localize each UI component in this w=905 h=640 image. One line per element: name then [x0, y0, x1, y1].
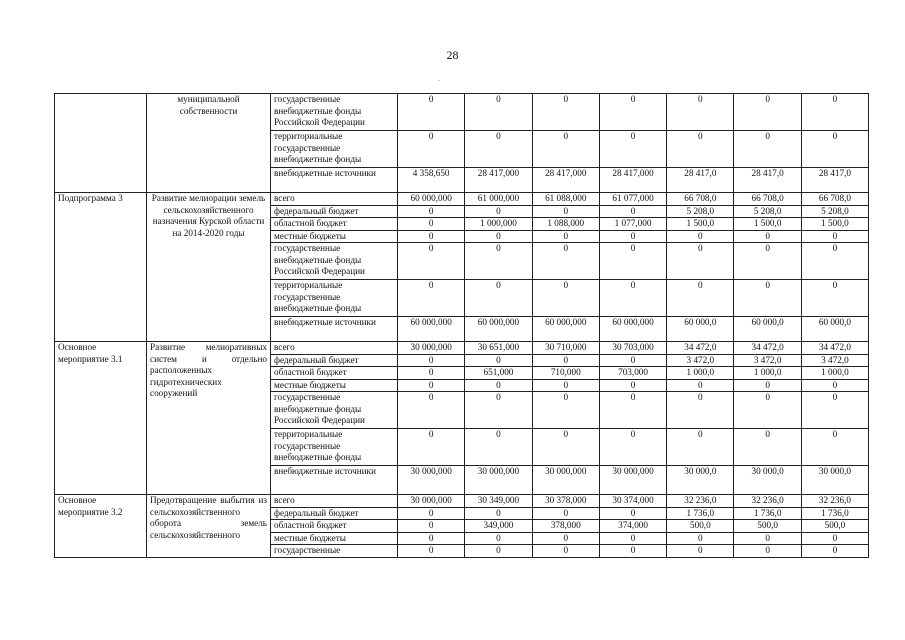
value-cell: 0: [734, 94, 801, 131]
value-cell: 0: [667, 545, 734, 558]
page-number: 28: [446, 48, 459, 62]
value-cell: 1 736,0: [801, 507, 868, 520]
value-cell: 0: [532, 205, 599, 218]
value-cell: 34 472,0: [667, 342, 734, 355]
value-cell: 61 000,000: [465, 193, 532, 206]
value-cell: 5 208,0: [734, 205, 801, 218]
value-cell: 0: [734, 230, 801, 243]
value-cell: 0: [734, 429, 801, 466]
value-cell: 1 000,0: [734, 367, 801, 380]
funding-source-cell: внебюджетные источники: [271, 466, 398, 495]
value-cell: 0: [667, 429, 734, 466]
value-cell: 30 000,000: [398, 495, 465, 508]
funding-source-cell: федеральный бюджет: [271, 354, 398, 367]
value-cell: 0: [398, 429, 465, 466]
value-cell: 0: [667, 280, 734, 317]
value-cell: 0: [465, 230, 532, 243]
value-cell: 651,000: [465, 367, 532, 380]
funding-source-cell: областной бюджет: [271, 367, 398, 380]
value-cell: 710,000: [532, 367, 599, 380]
value-cell: 60 000,0: [801, 317, 868, 342]
funding-source-cell: внебюджетные источники: [271, 168, 398, 193]
value-cell: 0: [465, 280, 532, 317]
value-cell: 500,0: [734, 520, 801, 533]
value-cell: 0: [532, 545, 599, 558]
value-cell: 4 358,650: [398, 168, 465, 193]
value-cell: 0: [398, 545, 465, 558]
value-cell: 0: [801, 243, 868, 280]
value-cell: 0: [801, 230, 868, 243]
value-cell: 0: [532, 532, 599, 545]
value-cell: 34 472,0: [801, 342, 868, 355]
value-cell: 0: [801, 280, 868, 317]
value-cell: 0: [465, 507, 532, 520]
value-cell: 0: [801, 392, 868, 429]
value-cell: 1 000,0: [801, 367, 868, 380]
program-type-cell: Основное мероприятие 3.1: [55, 342, 147, 495]
value-cell: 0: [734, 532, 801, 545]
value-cell: 60 000,0: [667, 317, 734, 342]
value-cell: 0: [465, 243, 532, 280]
value-cell: 3 472,0: [734, 354, 801, 367]
funding-source-cell: территориальные государственные внебюджетные фонды: [271, 131, 398, 168]
value-cell: 0: [801, 429, 868, 466]
value-cell: 0: [801, 379, 868, 392]
value-cell: 0: [532, 354, 599, 367]
value-cell: 32 236,0: [734, 495, 801, 508]
funding-source-cell: государственные внебюджетные фонды Российской Федерации: [271, 392, 398, 429]
value-cell: 60 000,000: [532, 317, 599, 342]
value-cell: 60 000,000: [599, 317, 666, 342]
value-cell: 61 088,000: [532, 193, 599, 206]
value-cell: 0: [734, 545, 801, 558]
value-cell: 0: [532, 392, 599, 429]
value-cell: 0: [532, 379, 599, 392]
value-cell: 1 500,0: [667, 218, 734, 231]
table-row: [55, 495, 869, 508]
value-cell: 0: [398, 205, 465, 218]
value-cell: 0: [465, 392, 532, 429]
value-cell: 1 077,000: [599, 218, 666, 231]
value-cell: 0: [599, 379, 666, 392]
value-cell: 28 417,000: [465, 168, 532, 193]
funding-source-cell: местные бюджеты: [271, 230, 398, 243]
funding-source-cell: государственные внебюджетные фонды Российской Федерации: [271, 94, 398, 131]
value-cell: 0: [801, 532, 868, 545]
program-type-cell: Подпрограмма 3: [55, 193, 147, 342]
value-cell: 0: [599, 205, 666, 218]
value-cell: 30 000,000: [465, 466, 532, 495]
value-cell: 0: [398, 379, 465, 392]
value-cell: 3 472,0: [667, 354, 734, 367]
table-row: [55, 94, 869, 131]
value-cell: 30 710,000: [532, 342, 599, 355]
value-cell: 0: [532, 243, 599, 280]
value-cell: 30 000,0: [667, 466, 734, 495]
value-cell: 30 374,000: [599, 495, 666, 508]
value-cell: 0: [532, 280, 599, 317]
value-cell: 0: [465, 379, 532, 392]
value-cell: 0: [801, 131, 868, 168]
value-cell: 30 000,000: [599, 466, 666, 495]
value-cell: 0: [599, 392, 666, 429]
value-cell: 0: [667, 243, 734, 280]
value-cell: 0: [801, 545, 868, 558]
value-cell: 0: [599, 532, 666, 545]
funding-source-cell: областной бюджет: [271, 218, 398, 231]
value-cell: 349,000: [465, 520, 532, 533]
value-cell: 0: [398, 218, 465, 231]
funding-source-cell: всего: [271, 193, 398, 206]
value-cell: 0: [398, 367, 465, 380]
value-cell: 60 000,000: [398, 317, 465, 342]
value-cell: 0: [398, 507, 465, 520]
value-cell: 0: [465, 354, 532, 367]
value-cell: 0: [465, 205, 532, 218]
value-cell: 28 417,000: [532, 168, 599, 193]
value-cell: 0: [599, 94, 666, 131]
value-cell: 60 000,0: [734, 317, 801, 342]
funding-source-cell: государственные внебюджетные фонды Российской Федерации: [271, 243, 398, 280]
program-name-cell: муниципальной собственности: [147, 94, 271, 193]
value-cell: 0: [599, 507, 666, 520]
value-cell: 30 651,000: [465, 342, 532, 355]
value-cell: 32 236,0: [801, 495, 868, 508]
funding-source-cell: всего: [271, 342, 398, 355]
value-cell: 28 417,0: [801, 168, 868, 193]
value-cell: 703,000: [599, 367, 666, 380]
value-cell: 1 736,0: [734, 507, 801, 520]
value-cell: 0: [667, 379, 734, 392]
table-row: [55, 342, 869, 355]
value-cell: 30 000,000: [532, 466, 599, 495]
budget-table-body: [55, 94, 869, 558]
value-cell: 30 000,0: [734, 466, 801, 495]
scan-mark: .: [438, 74, 440, 83]
value-cell: 0: [398, 94, 465, 131]
value-cell: 60 000,000: [465, 317, 532, 342]
program-name-cell: Развитие мелиорации земель сельскохозяйственного назначения Курской области на 2014-2020 годы: [147, 193, 271, 342]
value-cell: 0: [599, 230, 666, 243]
funding-source-cell: местные бюджеты: [271, 379, 398, 392]
funding-source-cell: территориальные государственные внебюджетные фонды: [271, 280, 398, 317]
value-cell: 0: [398, 532, 465, 545]
value-cell: 32 236,0: [667, 495, 734, 508]
value-cell: 30 703,000: [599, 342, 666, 355]
value-cell: 34 472,0: [734, 342, 801, 355]
value-cell: 0: [398, 354, 465, 367]
value-cell: 1 736,0: [667, 507, 734, 520]
value-cell: 5 208,0: [667, 205, 734, 218]
value-cell: 0: [667, 94, 734, 131]
value-cell: 0: [667, 131, 734, 168]
program-name-cell: Развитие мелиоративных систем и отдельно расположенных гидротехнических сооружений: [147, 342, 271, 495]
value-cell: 0: [734, 392, 801, 429]
value-cell: 30 349,000: [465, 495, 532, 508]
program-type-cell: [55, 94, 147, 193]
value-cell: 0: [465, 131, 532, 168]
value-cell: 0: [599, 354, 666, 367]
value-cell: 30 000,000: [398, 466, 465, 495]
value-cell: 0: [734, 131, 801, 168]
value-cell: 0: [465, 532, 532, 545]
value-cell: 0: [398, 230, 465, 243]
value-cell: 0: [734, 243, 801, 280]
value-cell: 1 000,000: [465, 218, 532, 231]
value-cell: 1 500,0: [801, 218, 868, 231]
value-cell: 0: [599, 429, 666, 466]
funding-source-cell: областной бюджет: [271, 520, 398, 533]
value-cell: 0: [532, 230, 599, 243]
value-cell: 0: [532, 131, 599, 168]
funding-source-cell: федеральный бюджет: [271, 205, 398, 218]
value-cell: 60 000,000: [398, 193, 465, 206]
value-cell: 1 088,000: [532, 218, 599, 231]
value-cell: 374,000: [599, 520, 666, 533]
value-cell: 0: [667, 392, 734, 429]
budget-table: [54, 93, 869, 558]
value-cell: 28 417,0: [667, 168, 734, 193]
table-row: [55, 193, 869, 206]
value-cell: 0: [599, 545, 666, 558]
program-name-cell: Предотвращение выбытия из сельскохозяйственного оборота земель сельскохозяйственного: [147, 495, 271, 558]
value-cell: 0: [398, 131, 465, 168]
value-cell: 0: [532, 507, 599, 520]
value-cell: 0: [398, 243, 465, 280]
value-cell: 28 417,0: [734, 168, 801, 193]
value-cell: 0: [801, 94, 868, 131]
value-cell: 0: [599, 280, 666, 317]
value-cell: 0: [599, 131, 666, 168]
value-cell: 0: [532, 429, 599, 466]
value-cell: 500,0: [667, 520, 734, 533]
value-cell: 0: [734, 379, 801, 392]
program-type-cell: Основное мероприятие 3.2: [55, 495, 147, 558]
value-cell: 30 000,0: [801, 466, 868, 495]
value-cell: 0: [599, 243, 666, 280]
value-cell: 28 417,000: [599, 168, 666, 193]
value-cell: 0: [465, 545, 532, 558]
funding-source-cell: внебюджетные источники: [271, 317, 398, 342]
funding-source-cell: территориальные государственные внебюджетные фонды: [271, 429, 398, 466]
value-cell: 3 472,0: [801, 354, 868, 367]
funding-source-cell: местные бюджеты: [271, 532, 398, 545]
value-cell: 30 000,000: [398, 342, 465, 355]
value-cell: 378,000: [532, 520, 599, 533]
value-cell: 0: [465, 94, 532, 131]
funding-source-cell: государственные: [271, 545, 398, 558]
value-cell: 0: [398, 520, 465, 533]
value-cell: 1 000,0: [667, 367, 734, 380]
value-cell: 66 708,0: [734, 193, 801, 206]
value-cell: 66 708,0: [667, 193, 734, 206]
value-cell: 0: [667, 532, 734, 545]
value-cell: 66 708,0: [801, 193, 868, 206]
value-cell: 0: [465, 429, 532, 466]
value-cell: 500,0: [801, 520, 868, 533]
value-cell: 0: [734, 280, 801, 317]
value-cell: 0: [398, 392, 465, 429]
value-cell: 1 500,0: [734, 218, 801, 231]
value-cell: 5 208,0: [801, 205, 868, 218]
funding-source-cell: федеральный бюджет: [271, 507, 398, 520]
value-cell: 0: [667, 230, 734, 243]
funding-source-cell: всего: [271, 495, 398, 508]
value-cell: 0: [398, 280, 465, 317]
value-cell: 61 077,000: [599, 193, 666, 206]
value-cell: 30 378,000: [532, 495, 599, 508]
value-cell: 0: [532, 94, 599, 131]
